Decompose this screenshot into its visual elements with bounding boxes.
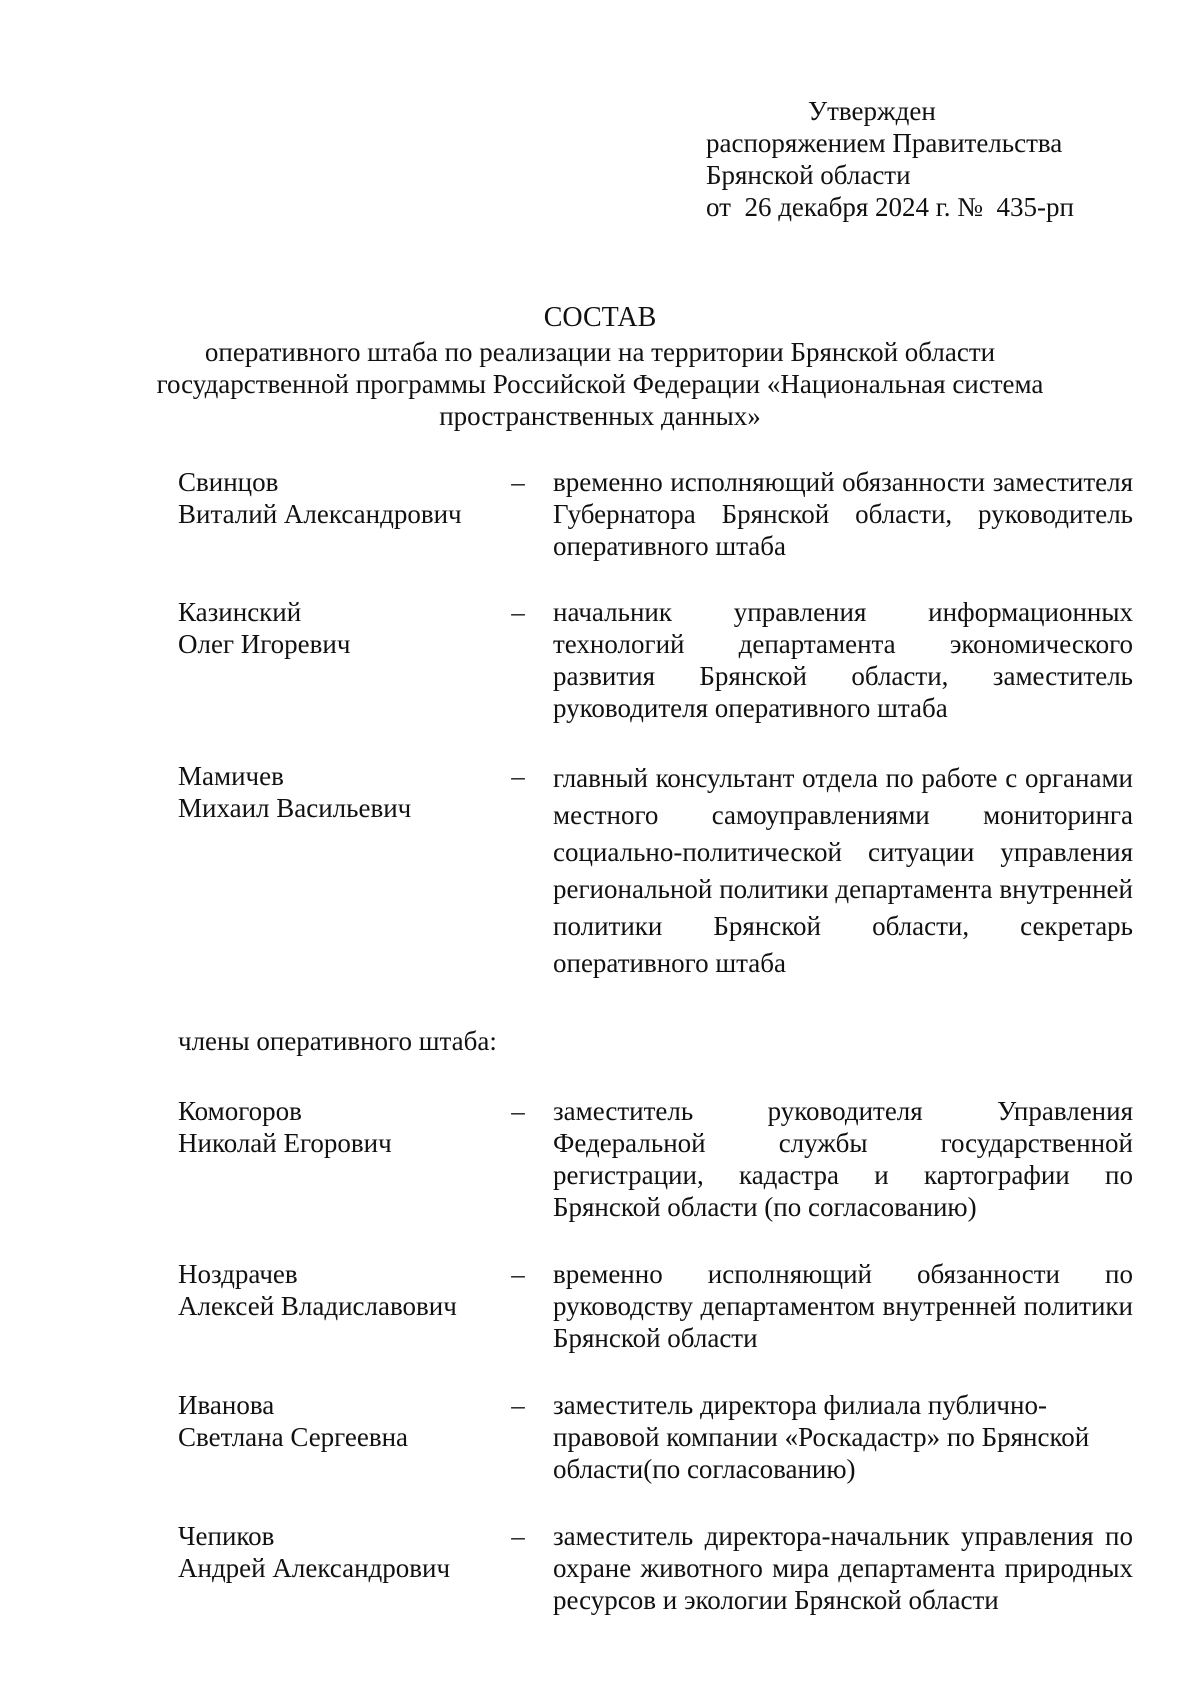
member-surname: Ноздрачев (178, 1259, 298, 1289)
member-role: начальник управления информационных технологий департамента экономического развития Брянской области, заместитель руководителя оперативного штаба (553, 597, 1133, 723)
approval-stamp (706, 95, 1146, 223)
member-surname: Мамичев (178, 761, 284, 791)
separator-dash: – (511, 1390, 525, 1420)
document-title (150, 302, 1050, 432)
title-heading: СОСТАВ (543, 302, 657, 333)
member-given-names: Николай Егорович (178, 1128, 392, 1158)
member-given-names: Олег Игоревич (178, 629, 351, 659)
title-subtitle: оперативного штаба по реализации на территории Брянской области государственной программы Российской Федерации «Национальная система пространственных данных» (156, 337, 1044, 431)
member-role: главный консультант отдела по работе с органами местного самоуправлениями мониторинга социально-политической ситуации управления региональной политики департамента внутренней политики Брянской области, секретарь оперативного штаба (553, 763, 1133, 978)
member-name (178, 466, 498, 530)
approval-date-number: от 26 декабря 2024 г. № 435-рп (706, 192, 1074, 222)
separator-dash: – (511, 761, 525, 791)
member-role: временно исполняющий обязанности по руководству департаментом внутренней политики Брянской области (553, 1259, 1133, 1353)
approval-line: Брянской области (706, 160, 911, 190)
members-section-label: члены оперативного штаба: (178, 1026, 497, 1056)
member-name (178, 760, 498, 824)
member-role: заместитель директора филиала публично-правовой компании «Роскадастр» по Брянской области(по согласованию) (553, 1390, 1090, 1484)
member-name (178, 1095, 498, 1159)
member-surname: Казинский (178, 597, 302, 627)
member-surname: Чепиков (178, 1521, 275, 1551)
member-role: временно исполняющий обязанности заместителя Губернатора Брянской области, руководитель оперативного штаба (553, 467, 1133, 561)
member-name (178, 1389, 498, 1453)
member-name (178, 596, 498, 660)
separator-dash: – (511, 1521, 525, 1551)
approval-line: Утвержден (808, 96, 936, 126)
member-role: заместитель руководителя Управления Федеральной службы государственной регистрации, кадастра и картографии по Брянской области (по согласованию) (553, 1096, 1133, 1222)
separator-dash: – (511, 597, 525, 627)
member-surname: Свинцов (178, 467, 279, 497)
approval-line: распоряжением Правительства (706, 128, 1063, 158)
separator-dash: – (511, 467, 525, 497)
member-given-names: Михаил Васильевич (178, 793, 412, 823)
member-given-names: Светлана Сергеевна (178, 1422, 409, 1452)
member-given-names: Андрей Александрович (178, 1553, 451, 1583)
member-role: заместитель директора-начальник управления по охране животного мира департамента природных ресурсов и экологии Брянской области (553, 1521, 1133, 1615)
member-given-names: Алексей Владиславович (178, 1291, 457, 1321)
member-surname: Комогоров (178, 1096, 302, 1126)
member-surname: Иванова (178, 1390, 275, 1420)
member-given-names: Виталий Александрович (178, 499, 462, 529)
separator-dash: – (511, 1096, 525, 1126)
separator-dash: – (511, 1259, 525, 1289)
member-name (178, 1520, 498, 1584)
member-name (178, 1258, 498, 1322)
